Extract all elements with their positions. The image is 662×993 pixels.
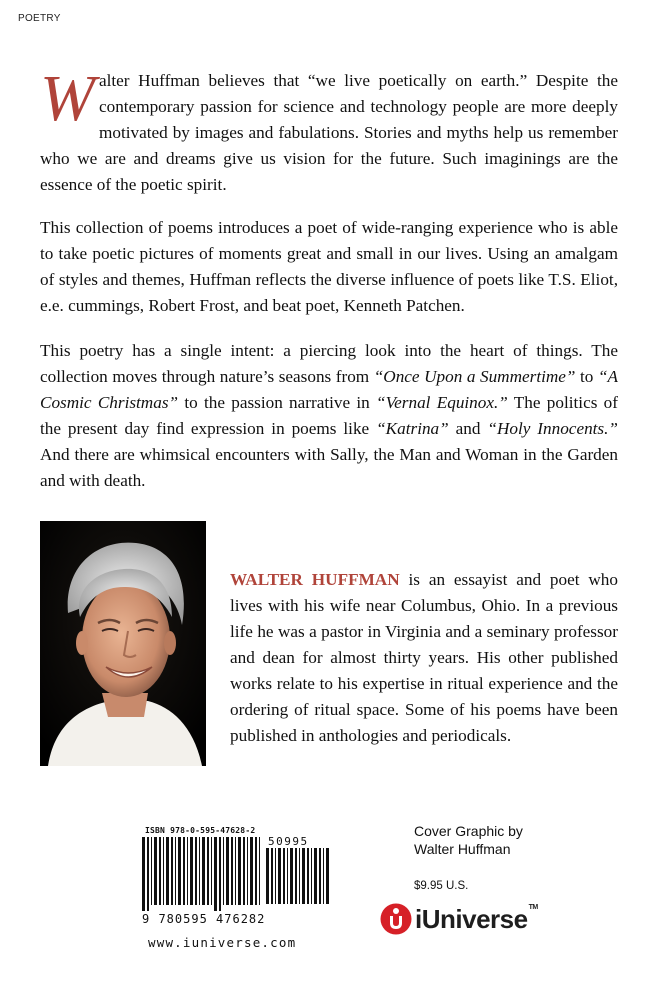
intent-text: And there are whimsical encounters with Sally, the Man and Woman in the Garden and with death. <box>40 445 618 490</box>
poem-title: “Vernal Equinox.” <box>376 393 508 412</box>
drop-cap: W <box>40 62 95 135</box>
addon-digits: 50995 <box>268 835 309 848</box>
intro-text: alter Huffman believes that “we live poetically on earth.” Despite the contemporary passion for science and technology people are more deeply motivated by images and fabulations. Stories and myths help us remember who we are and dreams give us vision for the future. Such imaginings are the essence of the poetic spirit. <box>40 71 618 194</box>
intro-paragraph <box>40 62 618 198</box>
publisher-logo <box>379 902 538 936</box>
iuniverse-logo-icon <box>379 902 413 936</box>
author-bio <box>230 567 618 749</box>
collection-paragraph: This collection of poems introduces a poet of wide-ranging experience who is able to take poetic pictures of moments great and small in our lives. Using an amalgam of styles and themes, Huffman reflects the diverse influence of poets like T.S. Eliot, e.e. cummings, Robert Frost, and beat poet, Kenneth Patchen. <box>40 218 618 315</box>
intent-text: to <box>575 367 598 386</box>
isbn-label: ISBN 978-0-595-47628-2 <box>145 826 256 835</box>
publisher-url: www.iuniverse.com <box>148 935 297 950</box>
bio-text: is an essayist and poet who lives with his wife near Columbus, Ohio. In a previous life he was a pastor in Virginia and a seminary professor and dean for almost thirty years. His other published works relate to his expertise in ritual experience and the ordering of ritual space. Some of his poems have been published in anthologies and periodicals. <box>230 570 618 745</box>
cover-credit <box>414 822 523 858</box>
poem-title: “Katrina” <box>376 419 449 438</box>
intent-paragraph <box>40 338 618 494</box>
poem-title: “Holy Innocents.” <box>487 419 618 438</box>
poem-title: “Once Upon a Summertime” <box>373 367 576 386</box>
cover-credit-line2: Walter Huffman <box>414 841 511 857</box>
intent-text: The politics of the present day find expression in poems like <box>40 393 618 438</box>
cover-credit-line1: Cover Graphic by <box>414 823 523 839</box>
ean-digits: 9 780595 476282 <box>142 912 266 926</box>
intent-text: This poetry has a single intent: a piercing look into the heart of things. The collection moves through nature’s seasons from <box>40 341 618 386</box>
poem-title: “A Cosmic Christmas” <box>40 367 618 412</box>
ean-barcode-bars <box>142 837 264 911</box>
category-label: POETRY <box>18 13 61 24</box>
intent-text: and <box>448 419 488 438</box>
publisher-name: iUniverse™ <box>415 903 538 934</box>
trademark-symbol: TM <box>528 903 538 911</box>
addon-barcode-bars <box>266 848 332 910</box>
author-name: WALTER HUFFMAN <box>230 570 400 589</box>
author-photo <box>40 521 206 766</box>
isbn-barcode <box>142 826 332 952</box>
price: $9.95 U.S. <box>414 880 469 892</box>
intent-text: to the passion narrative in <box>178 393 377 412</box>
